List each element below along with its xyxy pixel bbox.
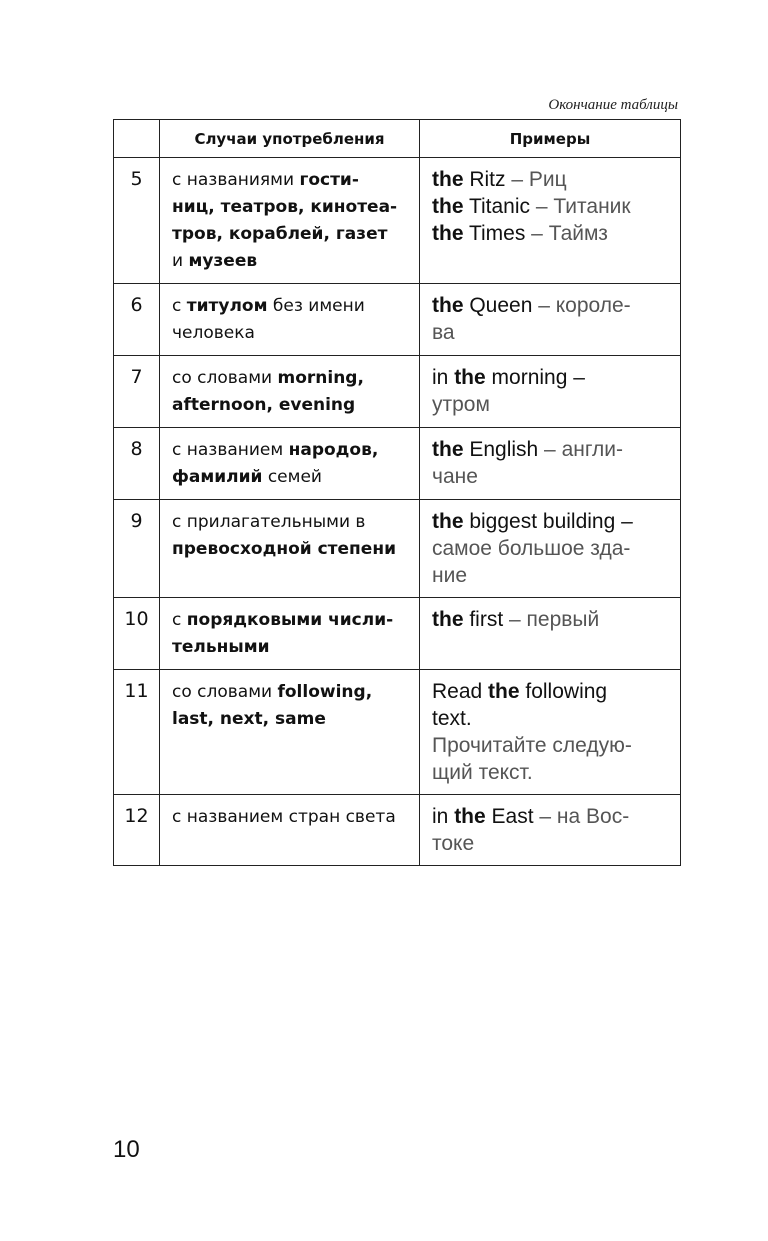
usage-case-cell-line <box>172 437 411 464</box>
plain-text: Read <box>432 680 489 703</box>
translation-text: – первый <box>503 608 600 631</box>
usage-case-cell-line <box>172 293 411 320</box>
example-cell <box>420 795 681 866</box>
translation-text: ние <box>432 564 468 587</box>
example-cell-line <box>432 830 672 857</box>
usage-case-cell-line <box>172 634 411 661</box>
plain-text: с названиями <box>172 170 300 190</box>
example-cell-line <box>432 562 672 589</box>
bold-text: гости- <box>299 170 359 190</box>
header-number <box>114 120 160 158</box>
plain-text: с названием <box>172 440 289 460</box>
usage-case-cell <box>160 284 420 356</box>
article-usage-table <box>113 119 681 866</box>
usage-case-cell-line <box>172 194 411 221</box>
usage-case-cell <box>160 428 420 500</box>
plain-text: biggest building – <box>463 510 633 533</box>
plain-text: с <box>172 296 187 316</box>
usage-case-cell-line <box>172 464 411 491</box>
plain-text: in <box>432 805 455 828</box>
plain-text: со словами <box>172 368 278 388</box>
example-cell <box>420 500 681 598</box>
bold-text: the <box>432 608 464 631</box>
row-number: 11 <box>114 670 160 795</box>
translation-text: утром <box>432 393 490 416</box>
usage-case-cell <box>160 598 420 670</box>
plain-text: без имени <box>267 296 365 316</box>
page-number: 10 <box>113 1136 140 1163</box>
bold-text: following, <box>277 682 373 702</box>
bold-text: превосходной степени <box>172 539 396 559</box>
row-number: 8 <box>114 428 160 500</box>
row-number: 10 <box>114 598 160 670</box>
translation-text: – Таймз <box>525 222 608 245</box>
example-cell <box>420 284 681 356</box>
translation-text: Прочитайте следую- <box>432 734 632 757</box>
usage-case-cell-line <box>172 365 411 392</box>
bold-text: the <box>454 805 486 828</box>
table-row <box>114 356 681 428</box>
translation-text: – англи- <box>538 438 624 461</box>
bold-text: the <box>432 438 464 461</box>
bold-text: тельными <box>172 637 270 657</box>
plain-text: с прилагательными в <box>172 512 366 532</box>
plain-text: со словами <box>172 682 278 702</box>
example-cell-line <box>432 292 672 319</box>
plain-text: following <box>519 680 608 703</box>
example-cell-line <box>432 166 672 193</box>
plain-text: Times <box>463 222 526 245</box>
plain-text: с названием стран света <box>172 807 396 827</box>
table-row <box>114 500 681 598</box>
usage-case-cell-line <box>172 607 411 634</box>
example-cell-line <box>432 508 672 535</box>
usage-case-cell <box>160 795 420 866</box>
example-cell-line <box>432 436 672 463</box>
example-cell-line <box>432 678 672 705</box>
plain-text: и <box>172 251 189 271</box>
bold-text: ниц, театров, кинотеа- <box>172 197 398 217</box>
usage-case-cell <box>160 670 420 795</box>
usage-case-cell-line <box>172 536 411 563</box>
usage-case-cell-line <box>172 509 411 536</box>
bold-text: morning, <box>277 368 364 388</box>
example-cell-line <box>432 364 672 391</box>
bold-text: музеев <box>188 251 258 271</box>
table-header-row <box>114 120 681 158</box>
example-cell-line <box>432 463 672 490</box>
row-number: 9 <box>114 500 160 598</box>
example-cell-line <box>432 705 672 732</box>
table-row <box>114 670 681 795</box>
example-cell <box>420 356 681 428</box>
example-cell-line <box>432 606 672 633</box>
table-row <box>114 158 681 284</box>
plain-text: семей <box>262 467 322 487</box>
example-cell-line <box>432 732 672 759</box>
bold-text: last, next, same <box>172 709 326 729</box>
bold-text: народов, <box>288 440 379 460</box>
example-cell <box>420 598 681 670</box>
translation-text: щий текст. <box>432 761 533 784</box>
bold-text: фамилий <box>172 467 263 487</box>
translation-text: чане <box>432 465 478 488</box>
translation-text: токе <box>432 832 475 855</box>
bold-text: the <box>454 366 486 389</box>
bold-text: the <box>432 168 464 191</box>
plain-text: English <box>463 438 539 461</box>
example-cell <box>420 428 681 500</box>
example-cell-line <box>432 803 672 830</box>
example-cell-line <box>432 391 672 418</box>
plain-text: in <box>432 366 455 389</box>
row-number: 5 <box>114 158 160 284</box>
example-cell-line <box>432 535 672 562</box>
table-row <box>114 284 681 356</box>
translation-text: самое большое зда- <box>432 537 631 560</box>
plain-text: first <box>463 608 504 631</box>
plain-text: Ritz <box>463 168 506 191</box>
row-number: 12 <box>114 795 160 866</box>
table-row <box>114 428 681 500</box>
usage-case-cell-line <box>172 392 411 419</box>
plain-text: morning – <box>485 366 585 389</box>
usage-case-cell-line <box>172 804 411 831</box>
table-row <box>114 795 681 866</box>
translation-text: – на Вос- <box>533 805 630 828</box>
table-body <box>114 158 681 866</box>
usage-case-cell-line <box>172 679 411 706</box>
table-continuation-caption: Окончание таблицы <box>548 97 678 113</box>
bold-text: the <box>432 510 464 533</box>
example-cell <box>420 670 681 795</box>
usage-case-cell <box>160 500 420 598</box>
usage-case-cell <box>160 356 420 428</box>
bold-text: тров, кораблей, газет <box>172 224 388 244</box>
example-cell-line <box>432 220 672 247</box>
plain-text: Titanic <box>463 195 531 218</box>
plain-text: text. <box>432 707 472 730</box>
usage-case-cell-line <box>172 221 411 248</box>
table-row <box>114 598 681 670</box>
row-number: 6 <box>114 284 160 356</box>
bold-text: the <box>432 222 464 245</box>
usage-case-cell-line <box>172 320 411 347</box>
bold-text: порядковыми числи- <box>186 610 394 630</box>
header-usage-cases: Случаи употребления <box>160 120 420 158</box>
example-cell <box>420 158 681 284</box>
example-cell-line <box>432 759 672 786</box>
plain-text: East <box>485 805 534 828</box>
plain-text: с <box>172 610 187 630</box>
bold-text: afternoon, evening <box>172 395 356 415</box>
example-cell-line <box>432 319 672 346</box>
translation-text: – короле- <box>532 294 631 317</box>
usage-case-cell-line <box>172 248 411 275</box>
bold-text: титулом <box>186 296 268 316</box>
row-number: 7 <box>114 356 160 428</box>
example-cell-line <box>432 193 672 220</box>
bold-text: the <box>432 195 464 218</box>
usage-case-cell-line <box>172 706 411 733</box>
bold-text: the <box>432 294 464 317</box>
usage-case-cell-line <box>172 167 411 194</box>
header-examples: Примеры <box>420 120 681 158</box>
translation-text: – Риц <box>505 168 567 191</box>
translation-text: – Титаник <box>530 195 631 218</box>
usage-case-cell <box>160 158 420 284</box>
translation-text: ва <box>432 321 455 344</box>
plain-text: Queen <box>463 294 533 317</box>
plain-text: человека <box>172 323 255 343</box>
bold-text: the <box>488 680 520 703</box>
